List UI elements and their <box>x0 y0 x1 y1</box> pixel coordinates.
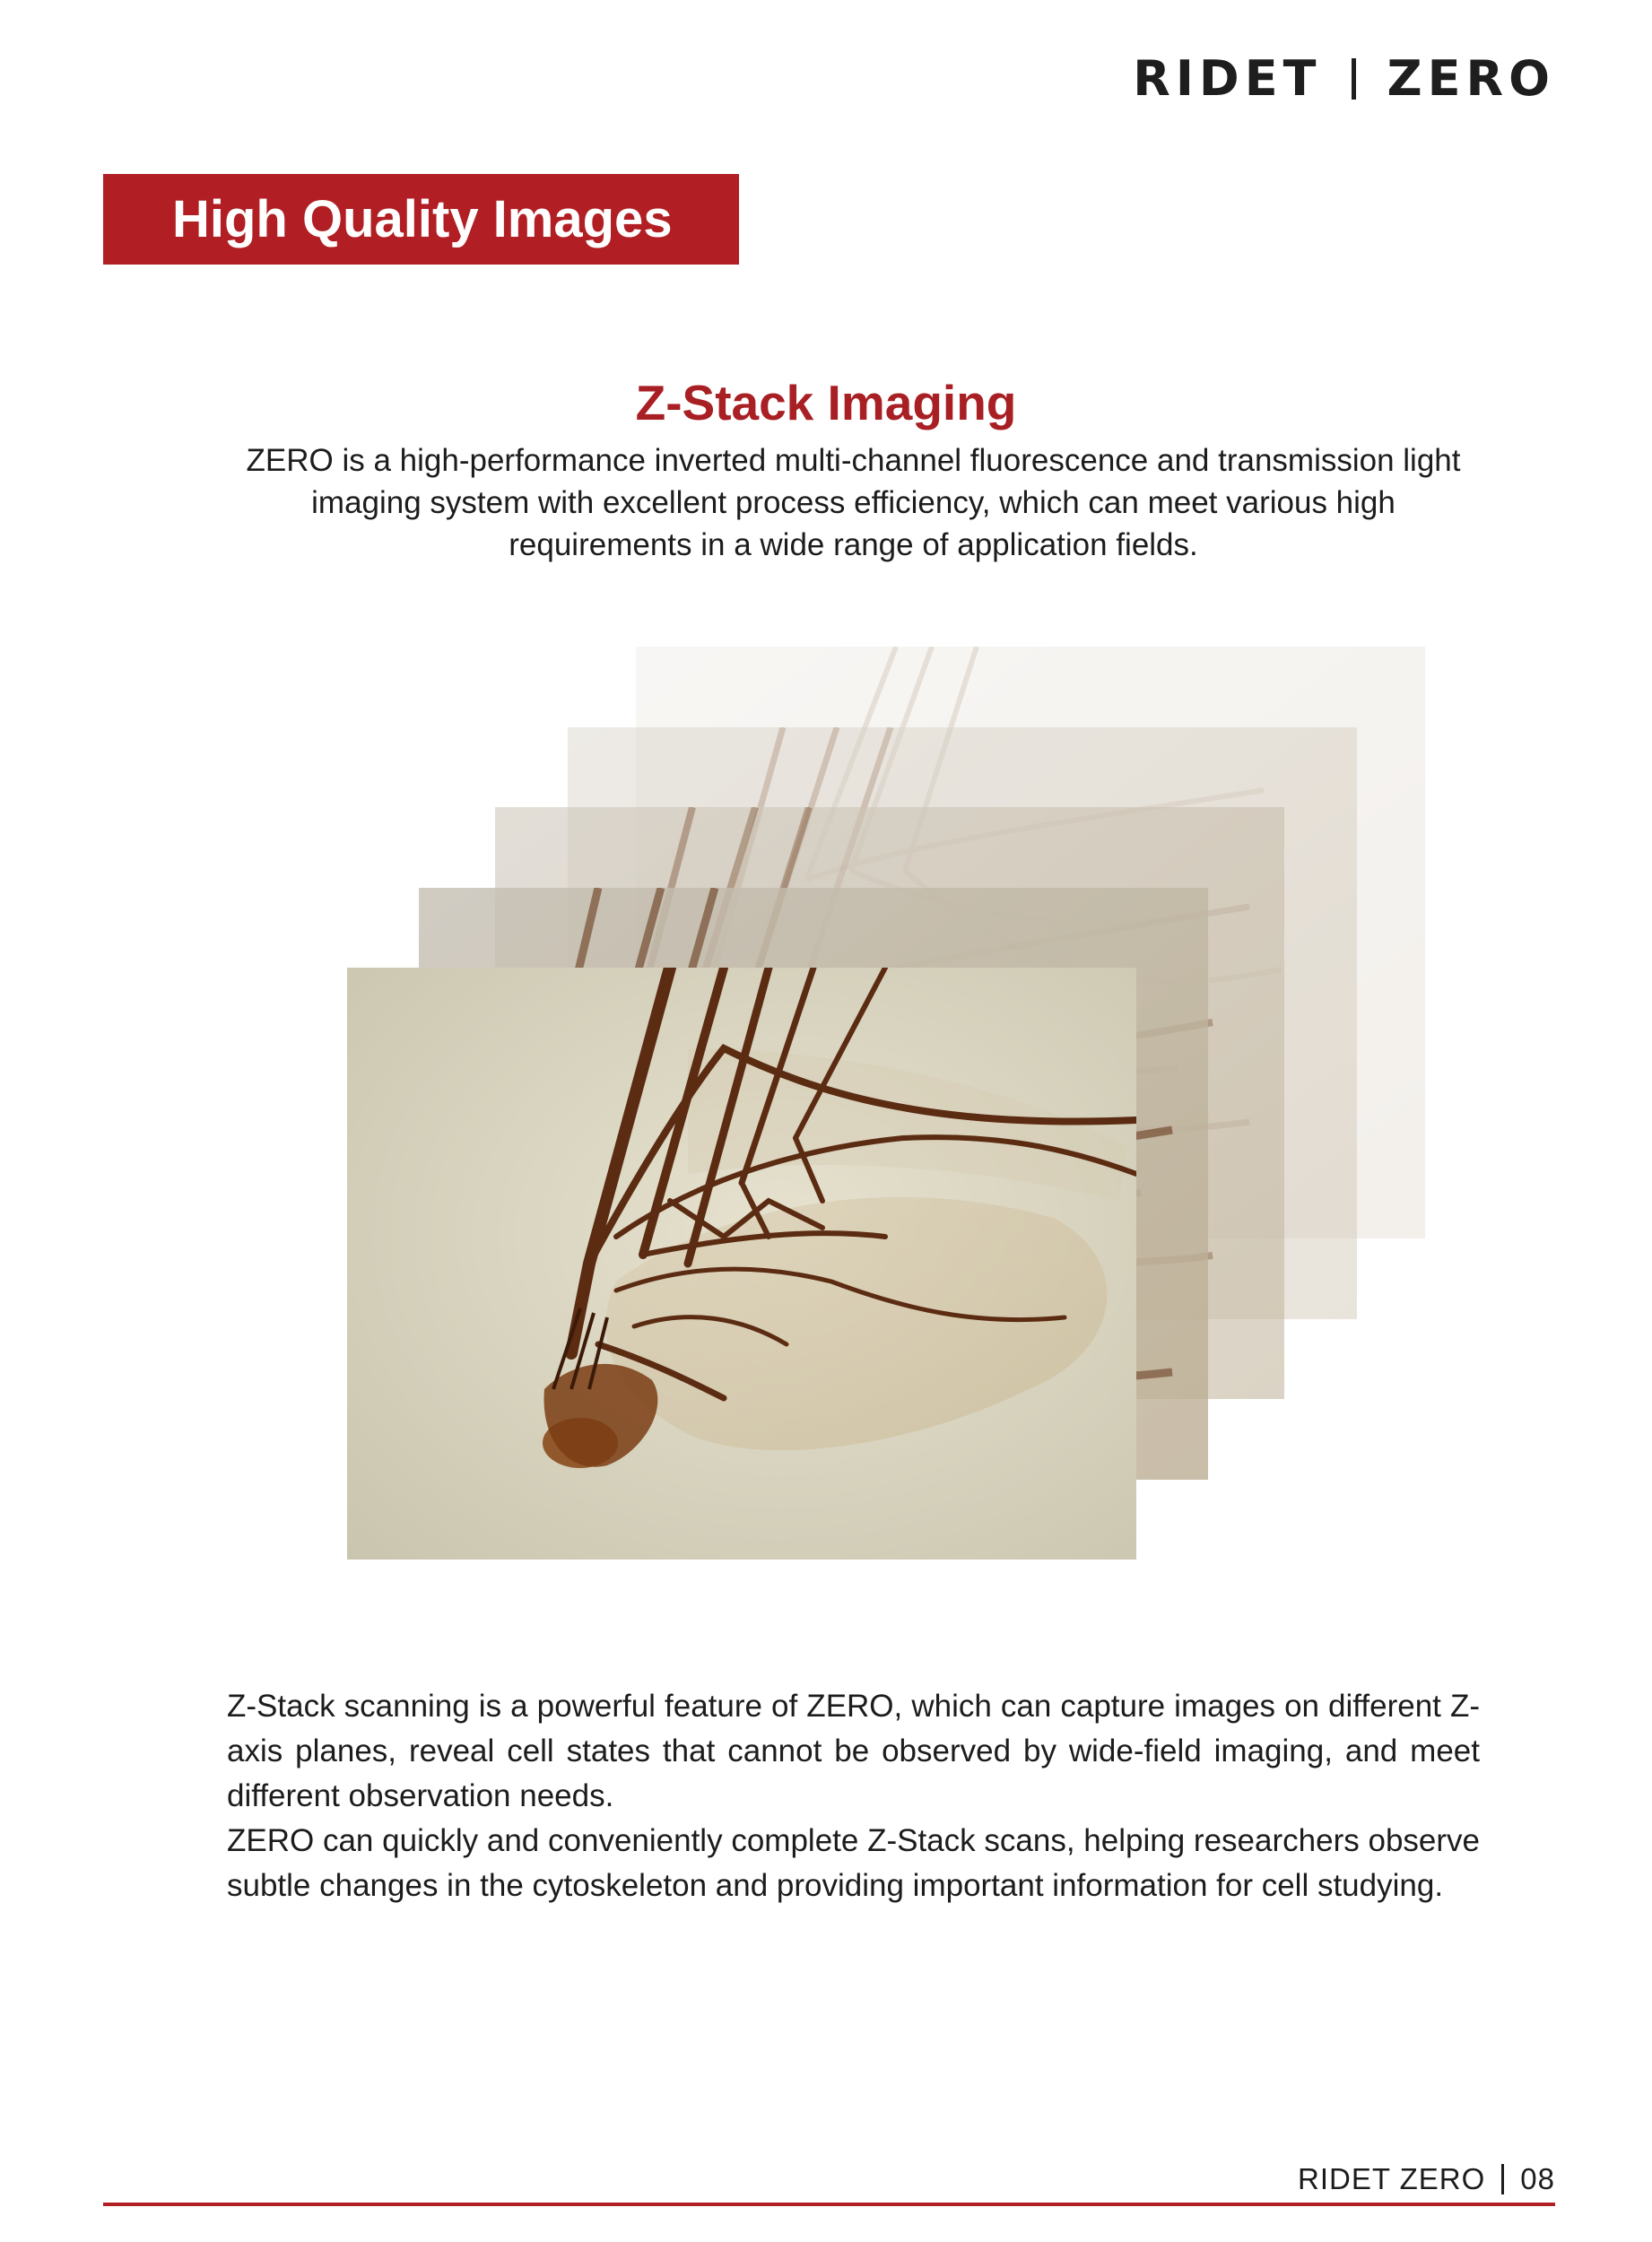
footer-rule <box>103 2203 1555 2206</box>
body-paragraph: Z-Stack scanning is a powerful feature of ZERO, which can capture images on different Z-axis planes, reveal cell states that cannot be observed by wide-field imaging, and meet different observation needs. <box>227 1689 1480 1813</box>
intro-paragraph: ZERO is a high-performance inverted multi-channel fluorescence and transmission light imaging system with excellent process efficiency, which can meet various high requirements in a wide range of application fields. <box>246 443 1461 562</box>
footer-divider <box>1501 2164 1504 2194</box>
page-footer <box>1298 2161 1555 2197</box>
subheading: Z-Stack Imaging <box>635 375 1017 430</box>
z-stack-layer-image <box>347 968 1136 1560</box>
z-stack-layer-image <box>568 727 1357 1319</box>
footer-label: RIDET ZERO <box>1298 2162 1486 2195</box>
body-paragraph: ZERO can quickly and conveniently complete Z-Stack scans, helping researchers observe subtle changes in the cytoskeleton and providing important information for cell studying. <box>227 1823 1480 1903</box>
brand-divider <box>1352 58 1356 100</box>
section-title: High Quality Images <box>172 189 673 248</box>
brand-zero-wordmark: ZERO <box>1387 50 1555 107</box>
brand-ridet-wordmark: RIDET <box>1133 50 1322 107</box>
section-banner <box>103 174 739 265</box>
z-stack-layer-image <box>636 647 1425 1238</box>
brand-logo <box>1133 52 1555 106</box>
body-text <box>227 1684 1480 1908</box>
z-stack-layer-image <box>495 807 1284 1399</box>
page-number: 08 <box>1520 2162 1555 2195</box>
z-stack-layer-image <box>419 888 1208 1480</box>
